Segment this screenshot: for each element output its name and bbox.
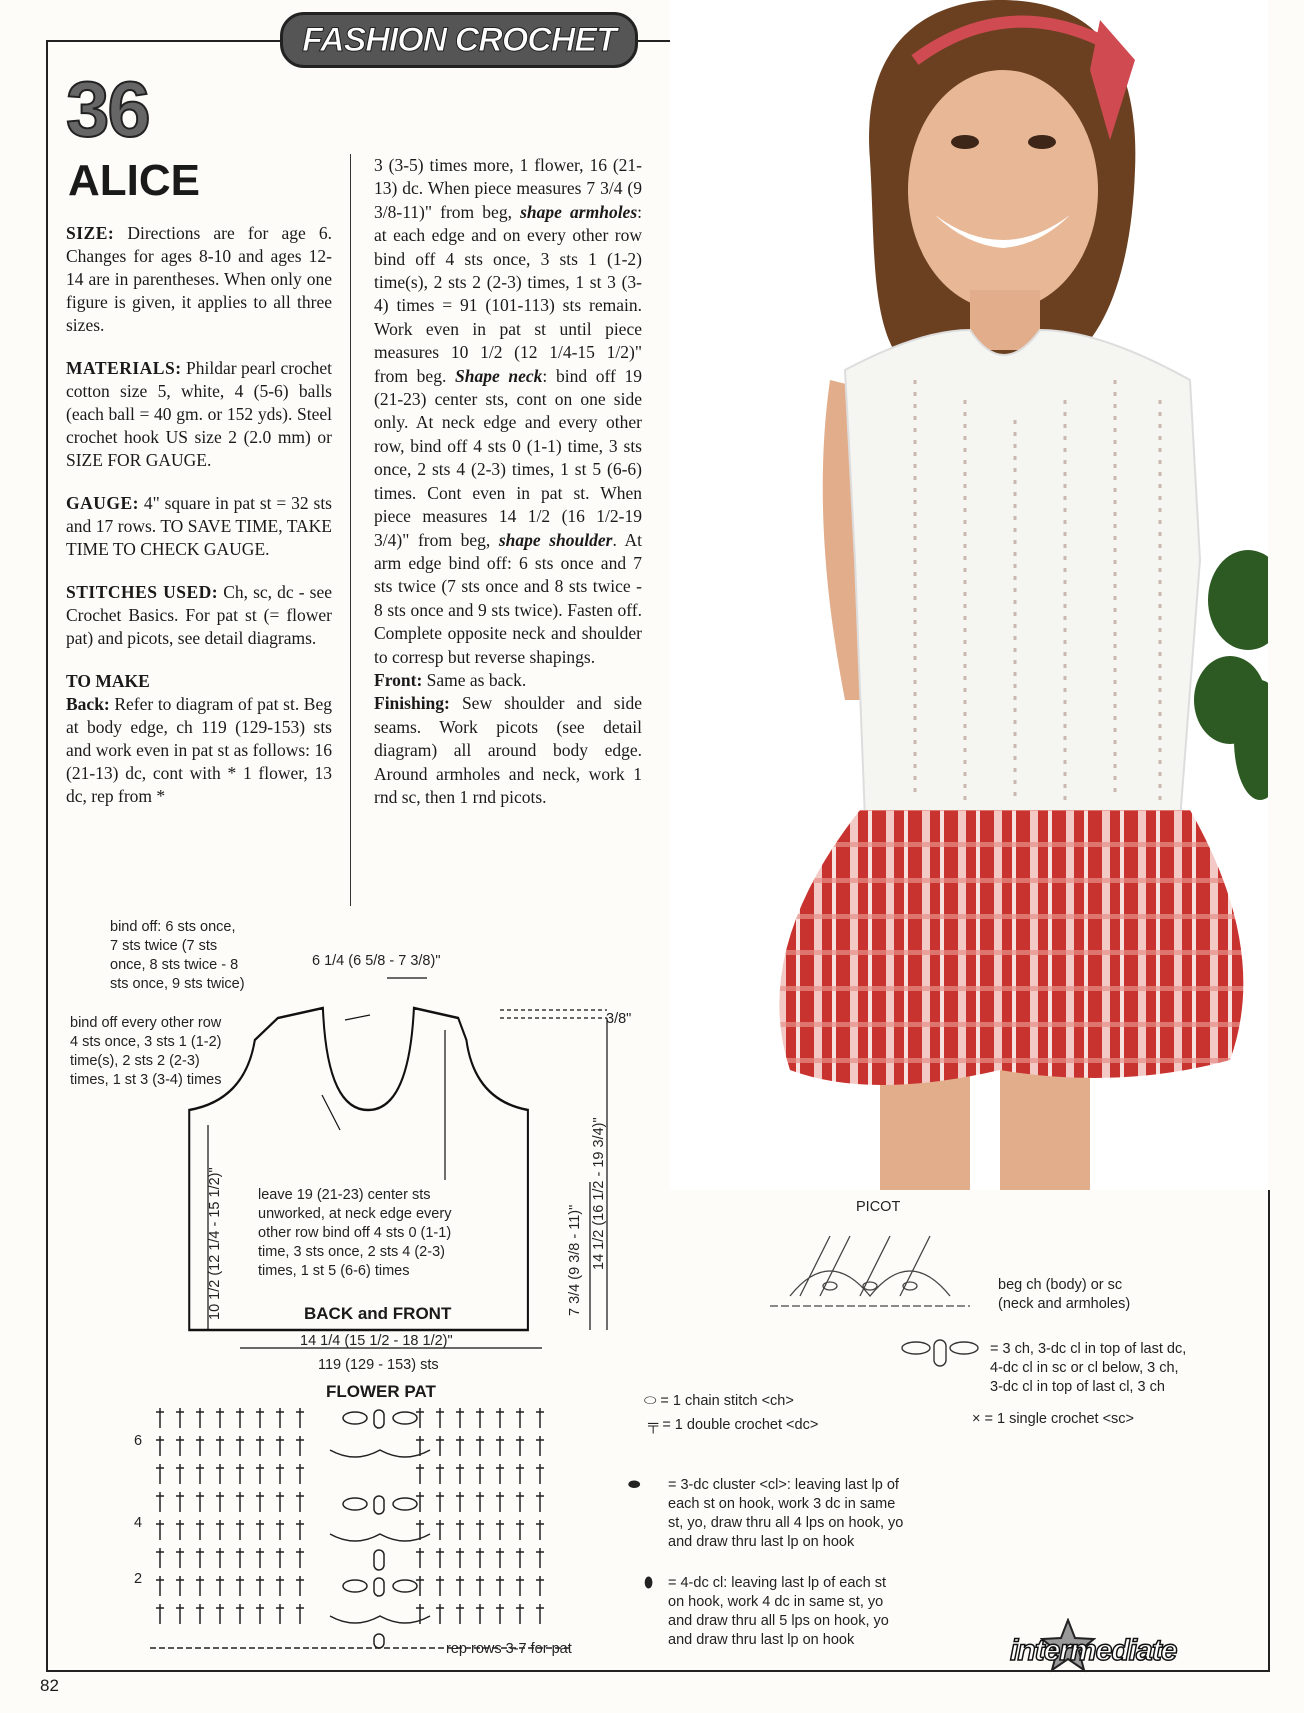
section-title: FASHION CROCHET [302, 20, 616, 59]
finishing-paragraph: Finishing: Sew shoulder and side seams. Work picots (see detail diagram) all around body edge. Around armholes and neck, work 1 rnd sc, then 1 rnd picots. [374, 693, 642, 807]
neck-width-label: 6 1/4 (6 5/8 - 7 3/8)" [312, 953, 441, 969]
instructions-column-1 [66, 222, 332, 828]
back-paragraph: Back: Refer to diagram of pat st. Beg at body edge, ch 119 (129-153) sts and work even in pat st as follows: 16 (21-13) dc, cont with * 1 flower, 13 dc, rep from * [66, 694, 332, 806]
schematic-stitch-count: 119 (129 - 153) sts [318, 1357, 439, 1373]
total-height-label: 14 1/2 (16 1/2 - 19 3/4)" [591, 1117, 607, 1270]
materials-paragraph: MATERIALS: Phildar pearl crochet cotton size 5, white, 4 (5-6) balls (each ball = 40 gm. or 152 yds). Steel crochet hook US size 2 (2.0 mm) or SIZE FOR GAUGE. [66, 358, 332, 470]
repeat-rows-note: rep rows 3-7 for pat [446, 1641, 572, 1657]
page-number: 82 [40, 1676, 59, 1695]
skill-level-badge: intermediate [1010, 1634, 1177, 1667]
armhole-height-label: 7 3/4 (9 3/8 - 11)" [567, 1204, 583, 1316]
row-number-2: 2 [134, 1571, 143, 1587]
model-photo [670, 0, 1268, 1190]
legend-single-crochet: × = 1 single crochet <sc> [972, 1411, 1135, 1427]
legend-double-crochet: ╤ = 1 double crochet <dc> [648, 1417, 819, 1433]
row-number-6: 6 [134, 1433, 143, 1449]
schematic-label: BACK and FRONT [304, 1304, 452, 1323]
picot-cluster-symbol [896, 1336, 986, 1372]
back-continued-paragraph: 3 (3-5) times more, 1 flower, 16 (21-13) dc. When piece measures 7 3/4 (9 3/8-11)" from beg, shape armholes: at each edge and on every other row bind off 4 sts once, 3 sts 1 (1-2) time(s), 2 sts 2 (2-3) times, 1 st 3 (3-4) times = 91 (101-113) sts remain. Work even in pat st until piece measures 10 1/2 (12 1/4-15 1/2)" from beg. Shape neck: bind off 19 (21-23) center sts, cont on one side only. At neck edge and every other row, bind off 4 sts 0 (1-1) time, 3 sts once, 2 sts 4 (2-3) times, 1 st 5 (6-6) times. Cont even in pat st. When piece measures 14 1/2 (16 1/2-19 3/4)" from beg, shape shoulder. At arm edge bind off: 6 sts once and 7 sts twice (7 sts once and 8 sts twice - 8 sts once and 9 sts twice). Fasten off. Complete opposite neck and shoulder to corresp but reverse shapings. [374, 155, 643, 667]
sc-symbol-icon: × [972, 1411, 985, 1427]
picot-cluster-note: = 3 ch, 3-dc cl in top of last dc, 4-dc cl in sc or cl below, 3 ch, 3-dc cl in top of last cl, 3 ch [990, 1341, 1187, 1395]
front-paragraph: Front: Same as back. [374, 669, 527, 690]
size-paragraph: SIZE: Directions are for age 6. Changes for ages 8-10 and ages 12-14 are in parentheses. When only one figure is given, it applies to all three sizes. [66, 223, 332, 335]
picot-base-note: beg ch (body) or sc (neck and armholes) [998, 1277, 1131, 1312]
section-header-tab [280, 12, 638, 68]
frame-top-rule [46, 40, 282, 42]
neck-shaping-note: leave 19 (21-23) center sts unworked, at neck edge every other row bind off 4 sts 0 (1-1) time, 3 sts once, 2 sts 4 (2-3) times, 1 st 5 (6-6) times [258, 1187, 452, 1279]
dc-symbol-icon: ╤ [648, 1417, 663, 1433]
row-number-4: 4 [134, 1515, 143, 1531]
chain-symbol-icon: ⬭ [644, 1393, 661, 1409]
schematic-width-label: 14 1/4 (15 1/2 - 18 1/2)" [300, 1333, 453, 1349]
frame-right-rule [1268, 1190, 1270, 1672]
flower-pattern-title: FLOWER PAT [326, 1382, 436, 1401]
shoulder-bindoff-note: bind off: 6 sts once, 7 sts twice (7 sts once, 8 sts twice - 8 sts once, 9 sts twice) [110, 919, 245, 992]
shoulder-drop-label: 3/8" [606, 1011, 632, 1027]
legend-4dc-cluster: ⬮ = 4-dc cl: leaving last lp of each st on hook, work 4 dc in same st, yo and draw thru all 5 lps on hook, yo and draw thru last lp on hook [644, 1575, 889, 1648]
pattern-title: ALICE [68, 156, 200, 205]
armhole-bindoff-note: bind off every other row 4 sts once, 3 sts 1 (1-2) time(s), 2 sts 2 (2-3) times, 1 st 3 (3-4) times [70, 1015, 222, 1088]
picot-diagram [760, 1216, 980, 1316]
legend-3dc-cluster: ⬬ = 3-dc cluster <cl>: leaving last lp of each st on hook, work 3 dc in same st, yo, draw thru all 4 lps on hook, yo and draw thru last lp on hook [628, 1477, 904, 1550]
gauge-paragraph: GAUGE: 4" square in pat st = 32 sts and 17 rows. TO SAVE TIME, TAKE TIME TO CHECK GAUGE. [66, 493, 332, 559]
frame-top-rule-right [634, 40, 674, 42]
to-make-heading: TO MAKE [66, 671, 150, 691]
model-photo-illustration [670, 0, 1268, 1190]
pattern-number: 36 [66, 65, 149, 153]
cluster4-symbol-icon: ⬮ [644, 1575, 654, 1591]
body-height-label: 10 1/2 (12 1/4 - 15 1/2)" [207, 1167, 223, 1320]
legend-chain: ⬭ = 1 chain stitch <ch> [644, 1393, 794, 1409]
frame-left-rule [46, 40, 48, 1672]
instructions-column-2 [374, 154, 642, 809]
picot-title: PICOT [856, 1199, 901, 1215]
cluster-symbol-icon: ⬬ [628, 1477, 641, 1493]
column-divider [350, 154, 351, 906]
stitches-paragraph: STITCHES USED: Ch, sc, dc - see Crochet Basics. For pat st (= flower pat) and picots, see detail diagrams. [66, 582, 332, 648]
flower-pattern-chart [140, 1404, 620, 1654]
